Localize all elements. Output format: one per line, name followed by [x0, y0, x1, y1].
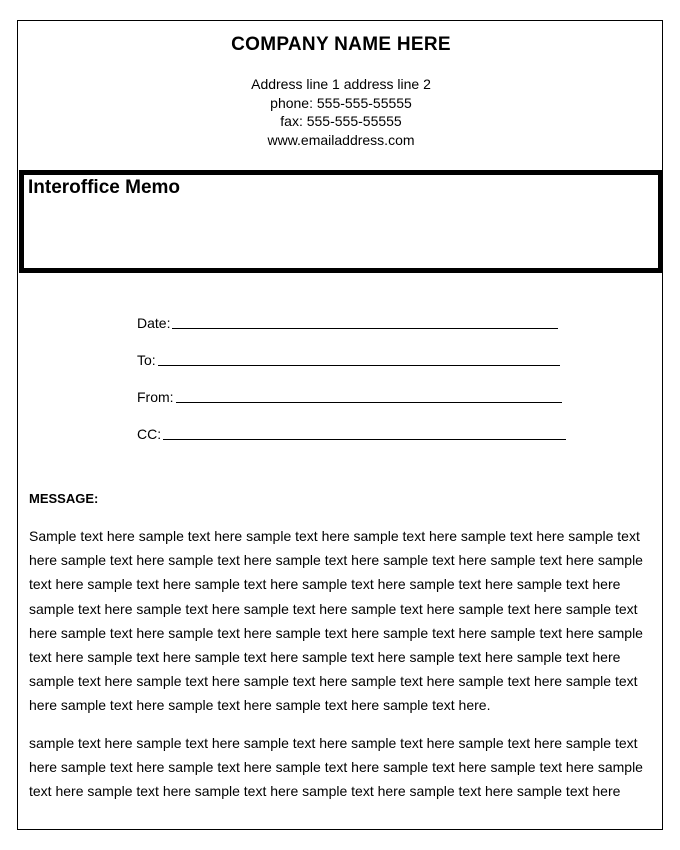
- from-label: From:: [137, 389, 174, 405]
- paragraph-line: sample text here sample text here sample text here sample text here sample text here sample text: [29, 600, 638, 617]
- company-name: COMPANY NAME HERE: [231, 34, 451, 55]
- to-field-line[interactable]: [158, 364, 560, 366]
- address-block: [18, 75, 664, 149]
- paragraph-line: sample text here sample text here sample text here sample text here sample text here sample text: [29, 735, 638, 751]
- cc-field-row: [137, 426, 566, 442]
- paragraph-line: here sample text here sample text here sample text here sample text here sample text here sample: [29, 552, 643, 569]
- memo-title: Interoffice Memo: [28, 177, 181, 198]
- memo-page: [17, 20, 663, 830]
- paragraph-line: here sample text here sample text here sample text here sample text here.: [29, 697, 491, 714]
- phone-line: phone: 555-555-55555: [270, 94, 412, 111]
- paragraph-line: here sample text here sample text here sample text here sample text here sample text here sample: [29, 624, 643, 641]
- date-field-row: [137, 315, 558, 331]
- cc-field-line[interactable]: [163, 438, 566, 440]
- email-line: www.emailaddress.com: [267, 131, 415, 148]
- paragraph-line: Sample text here sample text here sample text here sample text here sample text here sample text: [29, 528, 640, 544]
- cc-label: CC:: [137, 426, 162, 442]
- paragraph-line: here sample text here sample text here sample text here sample text here sample text here sample: [29, 759, 643, 776]
- to-field-row: [137, 352, 560, 368]
- message-label: MESSAGE:: [29, 491, 99, 506]
- paragraph-line: text here sample text here sample text here sample text here sample text here sample text here: [29, 649, 621, 666]
- fax-line: fax: 555-555-55555: [280, 113, 402, 129]
- from-field-line[interactable]: [176, 401, 562, 403]
- paragraph-line: text here sample text here sample text here sample text here sample text here sample text here: [29, 783, 621, 800]
- paragraph-line: sample text here sample text here sample text here sample text here sample text here sample text: [29, 673, 638, 690]
- date-label: Date:: [137, 315, 171, 331]
- memo-title-box: [19, 170, 663, 273]
- date-field-line[interactable]: [172, 327, 558, 329]
- from-field-row: [137, 389, 562, 405]
- address-line: Address line 1 address line 2: [251, 76, 431, 92]
- message-paragraph-2: [29, 731, 654, 804]
- message-paragraph-1: [29, 524, 654, 718]
- paragraph-line: text here sample text here sample text here sample text here sample text here sample text here: [29, 576, 621, 593]
- to-label: To:: [137, 352, 156, 368]
